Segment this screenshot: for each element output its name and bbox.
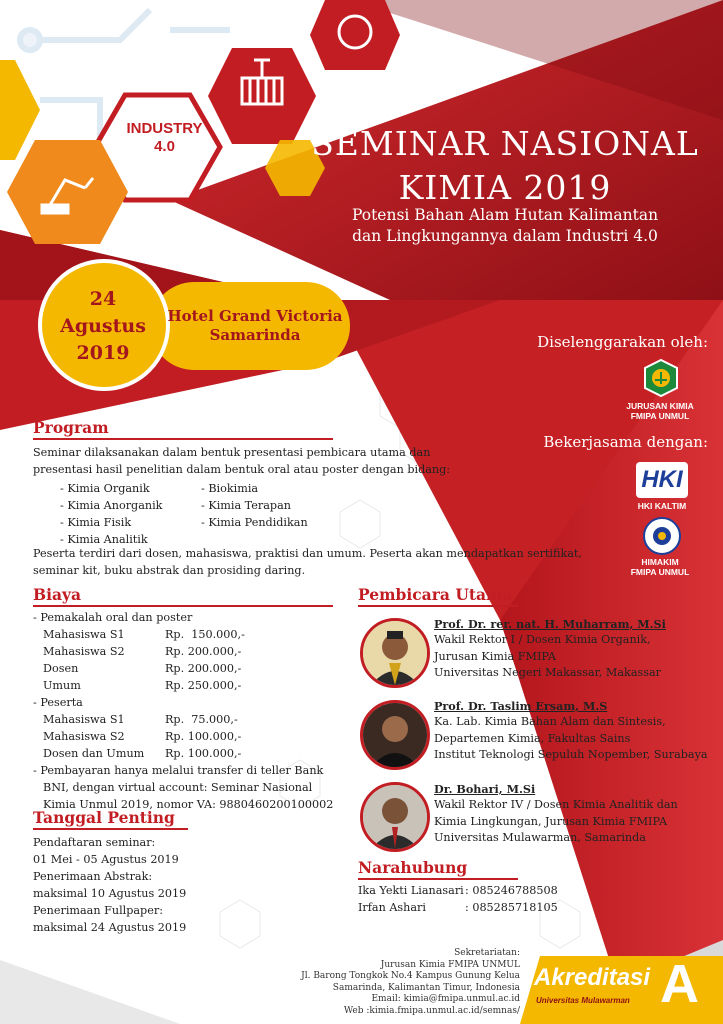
program-underline (33, 438, 333, 440)
speaker-line: Universitas Mulawarman, Samarinda (434, 831, 646, 844)
fee-price: Rp. 200.000,- (165, 662, 242, 675)
cooperation-label: Bekerjasama dengan: (543, 433, 708, 451)
biaya-group2: - Peserta (33, 696, 83, 709)
fee-label: Dosen (43, 662, 79, 675)
person-icon (363, 703, 427, 767)
biaya-underline (33, 605, 333, 607)
pembicara-title: Pembicara Utama (358, 585, 513, 604)
speaker-line: Ka. Lab. Kimia Bahan Alam dan Sintesis, (434, 715, 666, 728)
contact-row (358, 882, 598, 899)
tanggal-line: maksimal 24 Agustus 2019 (33, 921, 187, 934)
fee-row (43, 745, 353, 762)
venue-line1: Hotel Grand Victoria (167, 307, 343, 325)
fee-row (43, 643, 353, 660)
fee-row (43, 660, 353, 677)
contact-name: Ika Yekti Lianasari (358, 884, 464, 897)
jurusan-kimia-logo (641, 358, 681, 398)
program-fields-left (60, 480, 200, 548)
venue-line2: Samarinda (209, 326, 301, 344)
hki-logo (636, 462, 688, 498)
speaker-line: Departemen Kimia, Fakultas Sains (434, 731, 631, 745)
tanggal-line: 01 Mei - 05 Agustus 2019 (33, 853, 179, 866)
industry-badge (112, 120, 217, 156)
speaker-2 (434, 698, 719, 764)
fee-label: Mahasiswa S2 (43, 730, 125, 743)
page-subtitle (300, 205, 710, 247)
title-line2: KIMIA 2019 (398, 168, 612, 207)
contact-row (358, 899, 598, 916)
fee-row (43, 728, 353, 745)
footer-line: Samarinda, Kalimantan Timur, Indonesia (332, 982, 520, 993)
footer-line: Email: kimia@fmipa.unmul.ac.id (371, 994, 520, 1004)
speaker-line: Institut Teknologi Sepuluh Nopember, Surabaya (434, 748, 708, 761)
payment-line1: - Pembayaran hanya melalui transfer di teller Bank (33, 764, 324, 777)
industry-label: INDUSTRY (126, 120, 203, 137)
speaker-name: Prof. Dr. rer. nat. H. Muharram, M.Si (434, 617, 666, 631)
footer-line: Jurusan Kimia FMIPA UNMUL (380, 959, 520, 970)
secretariat-address (270, 948, 520, 1017)
narahubung-title: Narahubung (358, 858, 468, 877)
speaker-line: Jurusan Kimia FMIPA (434, 649, 556, 663)
tanggal-line: Penerimaan Abstrak: (33, 870, 153, 883)
tanggal-list (33, 834, 293, 936)
payment-line2: BNI, dengan virtual account: Seminar Nasional (43, 781, 313, 794)
biaya-list (33, 609, 353, 813)
fee-price: Rp. 100.000,- (165, 730, 242, 743)
fee-price: Rp. 250.000,- (165, 679, 242, 692)
biaya-group1: - Pemakalah oral dan poster (33, 611, 193, 624)
speaker-1 (434, 616, 714, 682)
speaker-line: Universitas Negeri Makassar, Makassar (434, 666, 661, 679)
speaker-photo-3 (360, 782, 430, 852)
fee-label: Mahasiswa S2 (43, 645, 125, 658)
field-item: - Kimia Analitik (60, 533, 148, 546)
akreditasi-grade: A (660, 954, 699, 1014)
program-outro-line1: Peserta terdiri dari dosen, mahasiswa, praktisi dan umum. Peserta akan mendapatkan sertifikat, (33, 547, 582, 560)
footer-line: Jl. Barong Tongkok No.4 Kampus Gunung Kelua (301, 971, 520, 981)
subtitle-line2: dan Lingkungannya dalam Industri 4.0 (352, 227, 658, 245)
event-day: 24 (89, 288, 117, 310)
tanggal-line: Pendaftaran seminar: (33, 836, 156, 849)
speaker-name: Dr. Bohari, M.Si (434, 782, 536, 796)
program-outro-line2: seminar kit, buku abstrak dan prosiding daring. (33, 564, 306, 577)
fee-label: Mahasiswa S1 (43, 628, 125, 641)
tanggal-line: Penerimaan Fullpaper: (33, 904, 163, 917)
speaker-line: Wakil Rektor IV / Dosen Kimia Analitik dan (434, 798, 678, 811)
fee-row (43, 677, 353, 694)
partner2-line2: FMIPA UNMUL (630, 567, 690, 577)
speaker-photo-2 (360, 700, 430, 770)
org1-line1: JURUSAN KIMIA (626, 401, 694, 411)
field-item: - Kimia Pendidikan (201, 516, 308, 529)
biaya-title: Biaya (33, 585, 82, 604)
organized-by-label: Diselenggarakan oleh: (537, 333, 708, 351)
program-title: Program (33, 418, 109, 437)
field-item: - Kimia Fisik (60, 516, 132, 529)
contact-list (358, 882, 598, 916)
partner1-caption: HKI KALTIM (637, 501, 687, 511)
speaker-name: Prof. Dr. Taslim Ersam, M.S (434, 699, 608, 713)
program-outro (33, 545, 593, 579)
akreditasi-univ: Universitas Mulawarman (536, 996, 630, 1005)
program-intro (33, 444, 503, 478)
tanggal-line: maksimal 10 Agustus 2019 (33, 887, 187, 900)
title-line1: SEMINAR NASIONAL (311, 124, 699, 163)
pembicara-underline (358, 605, 518, 607)
fee-label: Umum (43, 679, 81, 692)
event-venue (160, 307, 350, 345)
subtitle-line1: Potensi Bahan Alam Hutan Kalimantan (351, 206, 659, 224)
page-title (300, 122, 710, 210)
person-icon (363, 785, 427, 849)
fee-price: Rp. 150.000,- (165, 628, 245, 641)
akreditasi-word: Akreditasi (534, 964, 651, 991)
partner2-caption (610, 557, 710, 577)
tanggal-underline (33, 828, 188, 830)
unmul-emblem-icon (641, 358, 681, 398)
org1-caption (610, 401, 710, 421)
speaker-line: Wakil Rektor I / Dosen Kimia Organik, (434, 633, 651, 646)
speaker-photo-1 (360, 618, 430, 688)
fee-price: Rp. 100.000,- (165, 747, 242, 760)
footer-line: Sekretariatan: (454, 948, 520, 958)
fee-price: Rp. 75.000,- (165, 713, 238, 726)
hki-logo-text: HKI (641, 466, 683, 493)
field-item: - Kimia Organik (60, 482, 150, 495)
program-intro-line1: Seminar dilaksanakan dalam bentuk presentasi pembicara utama dan (33, 446, 431, 459)
fee-label: Dosen dan Umum (43, 747, 145, 760)
program-fields-right (201, 480, 361, 531)
speaker-line: Kimia Lingkungan, Jurusan Kimia FMIPA (434, 814, 668, 828)
event-date (44, 270, 162, 390)
partner2-line1: HIMAKIM (641, 557, 679, 567)
fee-price: Rp. 200.000,- (165, 645, 242, 658)
himakim-logo (642, 516, 682, 556)
payment-line3: Kimia Unmul 2019, nomor VA: 9880460200100002 (43, 798, 334, 811)
footer-line: Web :kimia.fmipa.unmul.ac.id/semnas/ (343, 1005, 520, 1016)
fee-row (43, 711, 353, 728)
field-item: - Biokimia (201, 482, 259, 495)
program-intro-line2: presentasi hasil penelitian dalam bentuk oral atau poster dengan bidang: (33, 463, 451, 476)
fee-row (43, 626, 353, 643)
event-year: 2019 (76, 342, 130, 364)
industry-version: 4.0 (154, 138, 175, 155)
tanggal-title: Tanggal Penting (33, 808, 175, 827)
person-icon (363, 621, 427, 685)
org1-line2: FMIPA UNMUL (630, 411, 690, 421)
contact-phone: : 085285718105 (465, 901, 558, 914)
narahubung-underline (358, 878, 518, 880)
akreditasi-badge (528, 954, 718, 1020)
speaker-3 (434, 781, 714, 847)
contact-name: Irfan Ashari (358, 901, 426, 914)
contact-phone: : 085246788508 (465, 884, 558, 897)
field-item: - Kimia Anorganik (60, 499, 163, 512)
event-month: Agustus (60, 315, 146, 337)
fee-label: Mahasiswa S1 (43, 713, 125, 726)
himakim-emblem-icon (642, 516, 682, 556)
field-item: - Kimia Terapan (201, 499, 291, 512)
